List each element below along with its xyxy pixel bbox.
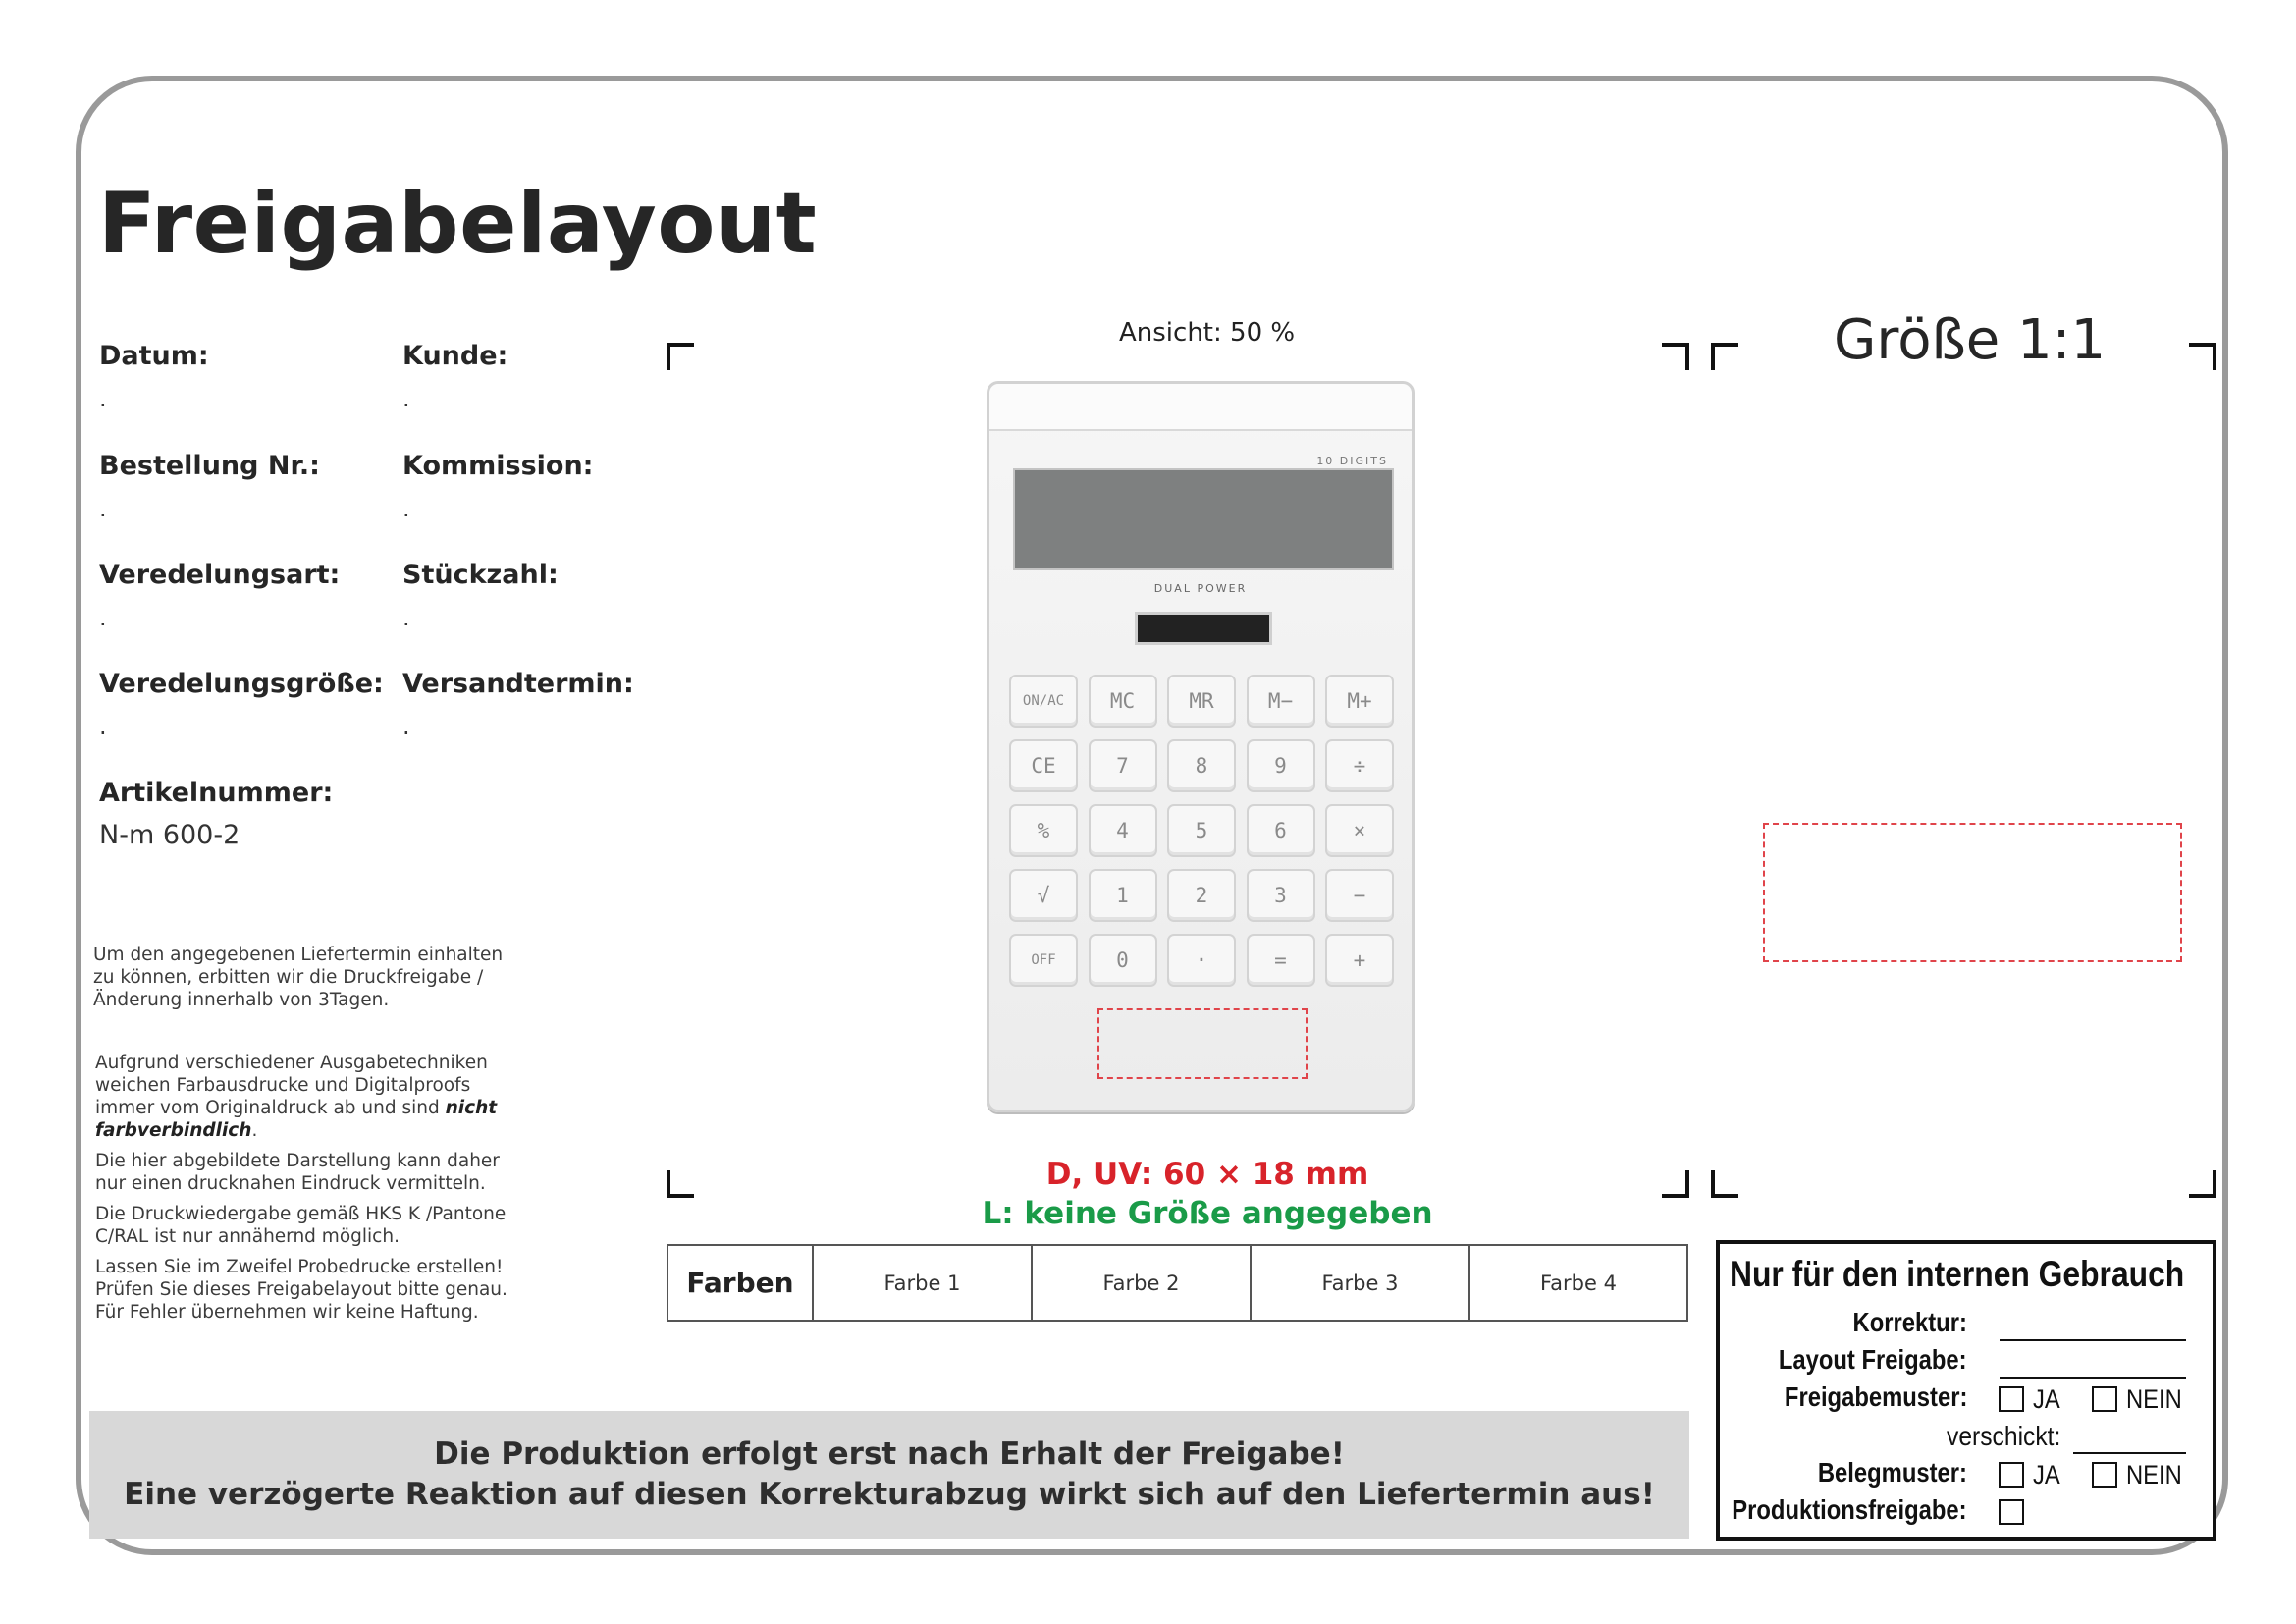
calculator-key: M+ [1325, 675, 1394, 728]
korrektur-line[interactable] [2000, 1339, 2186, 1341]
calculator-key: = [1247, 934, 1315, 987]
calculator-key: ON/AC [1009, 675, 1078, 728]
calculator-key: 8 [1167, 739, 1236, 792]
dimension-l: L: keine Größe angegeben [982, 1196, 1433, 1231]
kommission-value: . [402, 495, 410, 522]
calculator-dual-power-label: DUAL POWER [1153, 582, 1248, 595]
freigabemuster-nein-label: NEIN [2126, 1384, 2182, 1414]
datum-value: . [99, 385, 107, 412]
veredelungsart-value: . [99, 604, 107, 631]
produktionsfreigabe-label: Produktionsfreigabe: [1732, 1494, 1967, 1525]
calculator-key: 9 [1247, 739, 1315, 792]
verschickt-label: verschickt: [1947, 1421, 2061, 1451]
crop-mark-bottom-left [667, 1170, 694, 1198]
verschickt-line[interactable] [2073, 1452, 2186, 1454]
korrektur-label: Korrektur: [1852, 1307, 1967, 1337]
farbe-4-cell: Farbe 4 [1468, 1246, 1686, 1320]
calculator-key: 0 [1089, 934, 1157, 987]
internal-use-box [1716, 1240, 2216, 1541]
layout-freigabe-label: Layout Freigabe: [1779, 1344, 1967, 1375]
kunde-value: . [402, 385, 410, 412]
calculator-key: CE [1009, 739, 1078, 792]
belegmuster-nein-label: NEIN [2126, 1460, 2182, 1489]
page-title: Freigabelayout [98, 175, 818, 273]
farbe-3-cell: Farbe 3 [1250, 1246, 1468, 1320]
crop-mark-size-top-left [1711, 343, 1738, 370]
artikelnummer-label: Artikelnummer: [99, 778, 334, 808]
print-area-product [1097, 1008, 1308, 1079]
calculator-key: OFF [1009, 934, 1078, 987]
belegmuster-nein-checkbox[interactable] [2092, 1462, 2117, 1488]
calculator-key: × [1325, 804, 1394, 857]
calculator-top-panel [989, 384, 1412, 431]
farben-table [667, 1244, 1688, 1322]
calculator-key: M− [1247, 675, 1315, 728]
ansicht-label: Ansicht: 50 % [1119, 318, 1296, 348]
belegmuster-ja-label: JA [2033, 1460, 2060, 1489]
veredelungsgroesse-value: . [99, 713, 107, 740]
crop-mark-top-left [667, 343, 694, 370]
datum-label: Datum: [99, 341, 209, 371]
versandtermin-label: Versandtermin: [402, 669, 634, 699]
internal-title: Nur für den internen Gebrauch [1730, 1254, 2185, 1294]
crop-mark-size-top-right [2189, 343, 2216, 370]
crop-mark-bottom-right [1662, 1170, 1689, 1198]
freigabemuster-ja-label: JA [2033, 1384, 2060, 1414]
groesse-label: Größe 1:1 [1834, 308, 2107, 372]
calculator-product-image [987, 381, 1415, 1112]
crop-mark-top-right [1662, 343, 1689, 370]
veredelungsart-label: Veredelungsart: [99, 560, 341, 590]
calculator-key: ÷ [1325, 739, 1394, 792]
belegmuster-label: Belegmuster: [1817, 1457, 1967, 1488]
dimension-d-uv: D, UV: 60 × 18 mm [1045, 1157, 1369, 1192]
note-pantone: Die Druckwiedergabe gemäß HKS K /Pantone C/RAL ist nur annähernd möglich. [95, 1204, 507, 1247]
calculator-key: 6 [1247, 804, 1315, 857]
calculator-key: √ [1009, 869, 1078, 922]
calculator-key: 3 [1247, 869, 1315, 922]
stueckzahl-value: . [402, 604, 410, 631]
calculator-key: MC [1089, 675, 1157, 728]
farbe-2-cell: Farbe 2 [1031, 1246, 1250, 1320]
calculator-key: 2 [1167, 869, 1236, 922]
belegmuster-ja-checkbox[interactable] [1999, 1462, 2024, 1488]
print-area-actual-size [1763, 823, 2182, 962]
note-liefertermin: Um den angegebenen Liefertermin einhalten zu können, erbitten wir die Druckfreigabe / Änderung innerhalb von 3Tagen. [93, 945, 504, 1010]
calculator-digits-label: 10 DIGITS [1316, 455, 1388, 467]
artikelnummer-value: N-m 600-2 [99, 820, 240, 850]
calculator-key: % [1009, 804, 1078, 857]
banner-line-2: Eine verzögerte Reaktion auf diesen Korrekturabzug wirkt sich auf den Liefertermin aus! [124, 1477, 1655, 1512]
calculator-key: + [1325, 934, 1394, 987]
calculator-key: MR [1167, 675, 1236, 728]
production-notice-banner [89, 1411, 1689, 1539]
note-darstellung: Die hier abgebildete Darstellung kann daher nur einen drucknahen Eindruck vermitteln. [95, 1151, 500, 1194]
kommission-label: Kommission: [402, 451, 594, 481]
veredelungsgroesse-label: Veredelungsgröße: [99, 669, 384, 699]
bestellung-label: Bestellung Nr.: [99, 451, 320, 481]
calculator-display [1013, 468, 1394, 570]
kunde-label: Kunde: [402, 341, 508, 371]
calculator-key: 1 [1089, 869, 1157, 922]
versandtermin-value: . [402, 713, 410, 740]
calculator-solar-panel [1135, 612, 1272, 645]
freigabemuster-label: Freigabemuster: [1784, 1381, 1967, 1412]
calculator-key: 7 [1089, 739, 1157, 792]
freigabemuster-nein-checkbox[interactable] [2092, 1386, 2117, 1412]
layout-freigabe-line[interactable] [2000, 1377, 2186, 1379]
calculator-key: · [1167, 934, 1236, 987]
produktionsfreigabe-checkbox[interactable] [1999, 1499, 2024, 1525]
crop-mark-size-bottom-right [2189, 1170, 2216, 1198]
banner-line-1: Die Produktion erfolgt erst nach Erhalt der Freigabe! [434, 1436, 1345, 1472]
farbe-1-cell: Farbe 1 [812, 1246, 1031, 1320]
crop-mark-size-bottom-left [1711, 1170, 1738, 1198]
note-farbverbindlich: Aufgrund verschiedener Ausgabetechniken weichen Farbausdrucke und Digitalproofs immer vom Originaldruck ab und sind nicht farbverbindlich. [95, 1053, 498, 1141]
calculator-key: 5 [1167, 804, 1236, 857]
farben-header: Farben [686, 1267, 794, 1299]
note-zweifel: Lassen Sie im Zweifel Probedrucke erstellen! Prüfen Sie dieses Freigabelayout bitte genau. Für Fehler übernehmen wir keine Haftung. [95, 1257, 507, 1323]
bestellung-value: . [99, 495, 107, 522]
freigabemuster-ja-checkbox[interactable] [1999, 1386, 2024, 1412]
calculator-key: 4 [1089, 804, 1157, 857]
calculator-key: − [1325, 869, 1394, 922]
stueckzahl-label: Stückzahl: [402, 560, 559, 590]
